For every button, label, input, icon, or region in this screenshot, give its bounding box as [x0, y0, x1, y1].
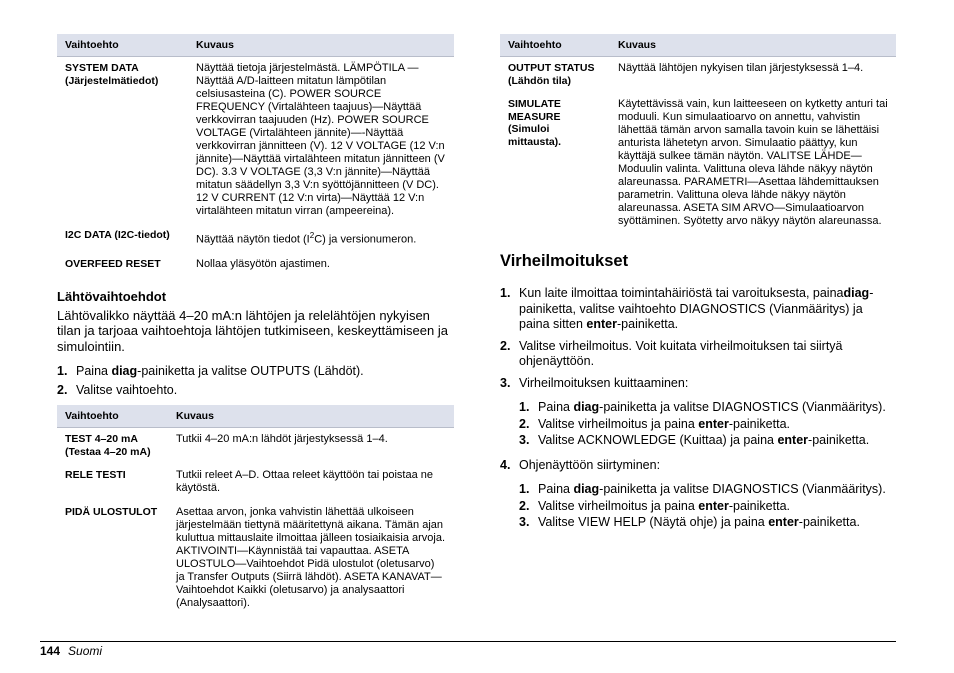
list-item — [57, 383, 454, 399]
list-item — [500, 458, 896, 531]
output-status-table — [500, 34, 896, 234]
step-text: Valitse virheilmoitus ja paina — [538, 498, 699, 513]
outputs-options-table — [57, 405, 454, 616]
step-number: 1. — [500, 286, 511, 301]
option-cell: OVERFEED RESET — [65, 257, 161, 270]
step-text: -painiketta. — [808, 433, 870, 448]
list-item — [500, 286, 896, 333]
list-item — [519, 433, 896, 449]
page-number: 144 — [40, 644, 61, 658]
column-header-option: Vaihtoehto — [500, 34, 610, 57]
table-header-row — [57, 34, 454, 57]
table-row — [57, 224, 454, 253]
description-cell: Nollaa yläsyötön ajastimen. — [196, 257, 330, 270]
step-number: 2. — [519, 498, 530, 513]
list-item — [57, 364, 454, 380]
section-heading-outputs: Lähtövaihtoehdot — [57, 288, 167, 304]
table-row — [57, 253, 454, 277]
option-cell: PIDÄ ULOSTULOT — [65, 506, 158, 519]
list-item — [519, 482, 896, 498]
description-cell: Näyttää tietoja järjestelmästä. LÄMPÖTILA — Näyttää A/D-laitteen mitatun lämpötilan celsiusasteina (C). POWER SOURCE FREQUENCY (Virtalähteen taajuus)—Näyttää verkkovirran taajuuden (Hz). POWER SOURCE VOLTAGE (Virtalähteen jännite)—-Näyttää verkkovirran jännitteen (V). 12 V VOLTAGE (12 V:n jännite)—Näyttää virtalähteen mitatun jännitteen (V DC). 3.3 V VOLTAGE (3,3 V:n jännite)—Näyttää mitatun säädellyn 3,3 V:n syöttöjännitteen (V DC). 12 V CURRENT (12 V:n virta)—Näyttää 12 V:n virtalähteen mitatun virran (ampeereina). — [196, 62, 445, 217]
key-name: enter — [768, 515, 799, 530]
table-header-row — [500, 34, 896, 57]
step-text: -painiketta, valitse vaihtoehto DIAGNOSTICS (Vianmääritys) ja paina sitten — [519, 286, 874, 332]
outputs-intro: Lähtövalikko näyttää 4–20 mA:n lähtöjen ja relelähtöjen nykyisen tilan ja tarjoaa vaihtoehtoja lähtöjen tutkimiseen, keskeyttämiseen ja simulointiin. — [57, 307, 448, 354]
superscript: 2 — [309, 231, 315, 240]
step-text: Valitse virheilmoitus. Voit kuitata virheilmoituksen tai siirtyä ohjenäyttöön. — [519, 338, 843, 369]
description-text: Näyttää näytön tiedot (I — [196, 233, 310, 246]
step-text: Virheilmoituksen kuittaaminen: — [519, 375, 689, 390]
page-footer — [40, 644, 102, 658]
key-name: enter — [698, 498, 729, 513]
step-number: 2. — [57, 382, 68, 397]
step-number: 2. — [500, 338, 511, 353]
table-row — [500, 93, 896, 234]
description-cell: Käytettävissä vain, kun laitteeseen on kytketty anturi tai moduuli. Kun simulaatioarvo on annettu, vahvistin lähettää tämän arvon samalla tavoin kuin se lähettäisi anturista lähetetyn arvon. Simulaatio päättyy, kun käyttäjä sulkee tämän näytön. VALITSE LÄHDE—Moduulin valinta. Valittuna oleva lähde näkyy näytön alareunassa. PARAMETRI—Asettaa lähdemittauksen parametrin. Valittuna oleva lähde näkyy näytön alareunassa. ASETA SIM ARVO—Simulaatioarvon syöttäminen. Syötetty arvo näkyy näytön alareunassa. — [618, 98, 888, 228]
key-name: diag — [843, 286, 870, 301]
sub-steps — [519, 400, 896, 449]
step-text: Paina — [538, 400, 574, 415]
step-number: 2. — [519, 416, 530, 431]
table-row — [57, 428, 454, 465]
right-column — [500, 34, 896, 540]
column-header-description: Kuvaus — [610, 34, 896, 57]
list-item — [519, 400, 896, 416]
step-number: 3. — [519, 433, 530, 448]
list-item — [519, 417, 896, 433]
table-row — [57, 57, 454, 225]
table-row — [57, 501, 454, 616]
step-text: -painiketta ja valitse DIAGNOSTICS (Vianmääritys). — [599, 482, 886, 497]
step-number: 1. — [519, 400, 530, 415]
option-cell: TEST 4–20 mA (Testaa 4–20 mA) — [65, 433, 151, 458]
option-cell: I2C DATA (I2C-tiedot) — [65, 229, 170, 241]
list-item — [500, 376, 896, 449]
description-text: C) ja versionumeron. — [314, 233, 417, 246]
column-header-description: Kuvaus — [168, 405, 454, 428]
key-name: enter — [777, 433, 809, 448]
option-cell: RELE TESTI — [65, 469, 126, 482]
step-number: 4. — [500, 457, 511, 472]
key-name: enter — [698, 416, 729, 431]
step-text: Kun laite ilmoittaa toimintahäiriöstä tai varoituksesta, paina — [519, 286, 844, 301]
footer-divider — [40, 641, 896, 642]
step-text: -painiketta. — [798, 515, 860, 530]
step-number: 1. — [519, 482, 530, 497]
step-text: Ohjenäyttöön siirtyminen: — [519, 457, 661, 472]
option-cell: SIMULATE MEASURE (Simuloi mittausta). — [508, 98, 562, 148]
column-header-option: Vaihtoehto — [57, 34, 188, 57]
step-number: 1. — [57, 364, 68, 379]
step-text: -painiketta ja valitse OUTPUTS (Lähdöt). — [137, 364, 364, 379]
list-item — [519, 515, 896, 531]
section-heading-errors: Virheilmoitukset — [500, 252, 629, 271]
option-cell: SYSTEM DATA (Järjestelmätiedot) — [65, 62, 159, 87]
key-name: diag — [573, 400, 600, 415]
description-cell: Tutkii 4–20 mA:n lähdöt järjestyksessä 1–4. — [176, 433, 388, 446]
description-cell: Tutkii releet A–D. Ottaa releet käyttöön tai poistaa ne käytöstä. — [176, 469, 434, 495]
description-cell: Näyttää lähtöjen nykyisen tilan järjestyksessä 1–4. — [618, 62, 864, 74]
key-name: enter — [586, 317, 617, 332]
step-text: -painiketta. — [617, 317, 679, 332]
step-text: Paina — [538, 482, 574, 497]
key-name: diag — [111, 364, 138, 379]
column-header-description: Kuvaus — [188, 34, 454, 57]
description-cell: Asettaa arvon, jonka vahvistin lähettää ulkoiseen järjestelmään tiettynä määritettynä aikana. Tämän ajan kuluttua mittauslaite ilmoittaa jälleen tosiaikaisia arvoja. AKTIVOINTI—Käynnistää tai vapauttaa. ASETA ULOSTULO—Vaihtoehdot Pidä ulostulot (oletusarvo) ja Transfer Outputs (Siirrä lähdöt). ASETA KANAVAT—Vaihtoehdot Kaikki (oletusarvo) ja analysaattori (Analysaattori). — [176, 506, 446, 610]
list-item — [519, 499, 896, 515]
outputs-steps — [57, 364, 454, 398]
step-text: Valitse virheilmoitus ja paina — [538, 416, 699, 431]
table-header-row — [57, 405, 454, 428]
step-text: -painiketta. — [728, 498, 790, 513]
step-text: -painiketta. — [728, 416, 790, 431]
step-text: -painiketta ja valitse DIAGNOSTICS (Vianmääritys). — [599, 400, 886, 415]
list-item — [500, 339, 896, 370]
column-header-option: Vaihtoehto — [57, 405, 168, 428]
option-cell: OUTPUT STATUS (Lähdön tila) — [508, 62, 595, 87]
step-number: 3. — [519, 515, 530, 530]
step-text: Valitse VIEW HELP (Näytä ohje) ja paina — [538, 515, 769, 530]
step-text: Paina — [76, 364, 112, 379]
description-cell — [188, 224, 454, 253]
step-number: 3. — [500, 375, 511, 390]
key-name: diag — [573, 482, 600, 497]
table-row — [500, 57, 896, 94]
footer-language: Suomi — [68, 644, 103, 658]
left-column — [57, 34, 454, 616]
diagnostics-options-table — [57, 34, 454, 277]
table-row — [57, 464, 454, 501]
error-steps — [500, 286, 896, 531]
step-text: Valitse ACKNOWLEDGE (Kuittaa) ja paina — [538, 433, 778, 448]
step-text: Valitse vaihtoehto. — [76, 382, 178, 397]
sub-steps — [519, 482, 896, 531]
